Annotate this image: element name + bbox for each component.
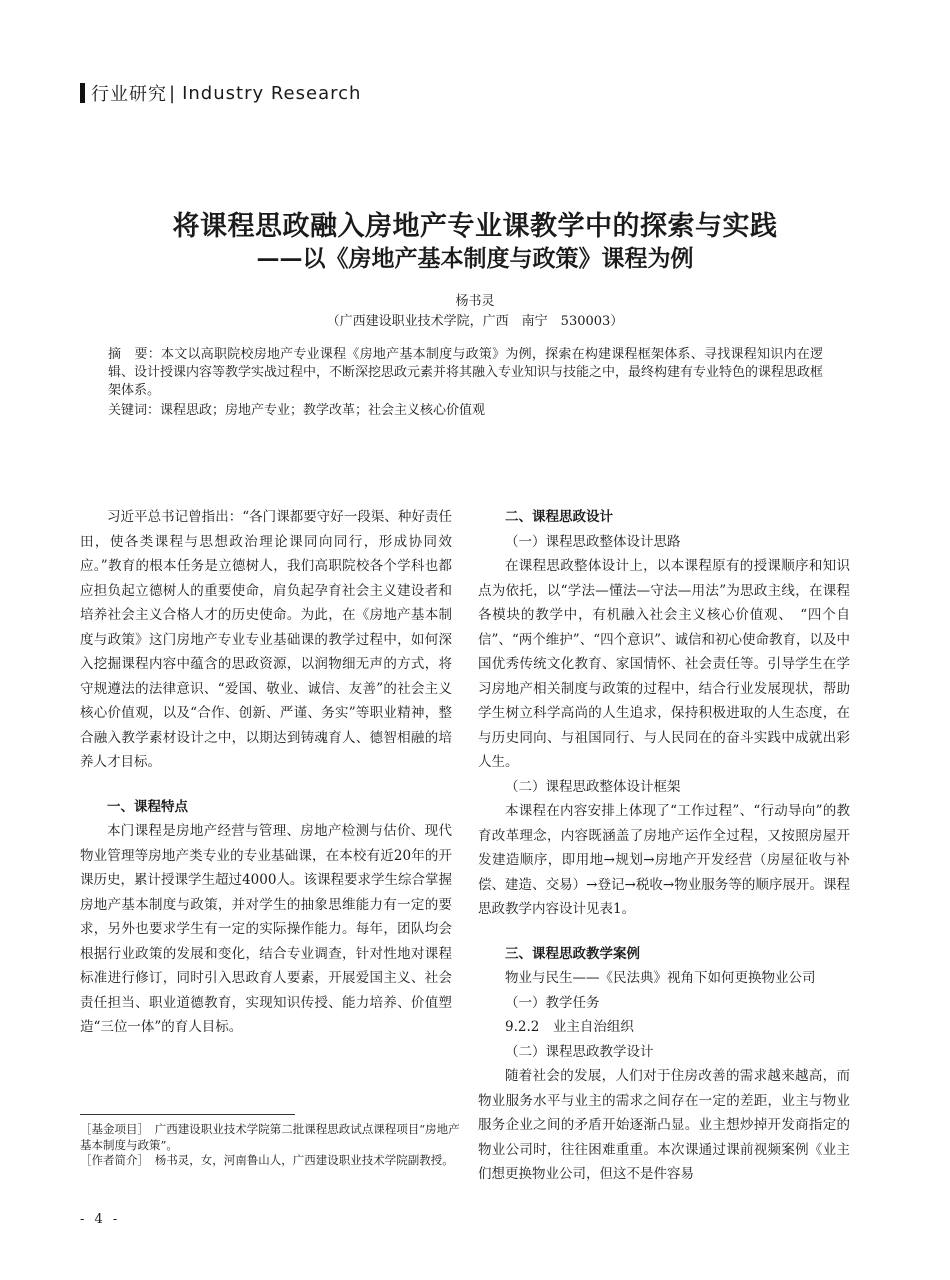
footnote-bio: ［作者简介］ 杨书灵，女，河南鲁山人，广西建设职业技术学院副教授。	[80, 1153, 454, 1167]
subheading-teaching-task: （一）教学任务	[505, 994, 600, 1011]
keywords-label: 关键词：	[108, 403, 161, 418]
heading-teaching-case: 三、课程思政教学案例	[505, 945, 640, 962]
paper-title: 将课程思政融入房地产专业课教学中的探索与实践	[172, 211, 778, 242]
page-number: - 4 -	[80, 1212, 121, 1227]
subheading-teaching-design: （二）课程思政教学设计	[505, 1043, 654, 1060]
footnote-rule	[80, 1114, 295, 1115]
section-name-en: Industry Research	[182, 82, 362, 104]
intro-paragraph: 习近平总书记曾指出：“各门课都要守好一段渠、种好责任田，使各类课程与思想政治理论课同向同行，形成协同效应。”教育的根本任务是立德树人，我们高职院校各个学科也都应担负起立德树人的重要使命，肩负起孕育社会主义建设者和培养社会主义合格人才的历史使命。为此，在《房地产基本制度与政策》这门房地产专业专业基础课的教学过程中，如何深入挖掘课程内容中蕴含的思政资源，以润物细无声的方式，将守规遵法的法律意识、“爱国、敬业、诚信、友善”的社会主义核心价值观，以及“合作、创新、严谨、务实”等职业精神，整合融入教学素材设计之中，以期达到铸魂育人、德智相融的培养人才目标。	[80, 509, 452, 770]
paper-subtitle: ——以《房地产基本制度与政策》课程为例	[256, 245, 694, 272]
heading-course-design: 二、课程思政设计	[505, 509, 613, 525]
heading-course-features: 一、课程特点	[107, 798, 188, 815]
subheading-design-framework: （二）课程思政整体设计框架	[505, 778, 681, 795]
header-separator: |	[169, 82, 177, 104]
left-column	[80, 505, 452, 1040]
keywords	[108, 402, 823, 420]
section-header	[80, 80, 361, 106]
keywords-text: 课程思政；房地产专业；教学改革；社会主义核心价值观	[160, 403, 486, 418]
abstract-text: 本文以高职院校房地产专业课程《房地产基本制度与政策》为例，探索在构建课程框架体系、寻找课程知识内在逻辑、设计授课内容等教学实战过程中，不断深挖思政元素并将其融入专业知识与技能之中，最终构建有专业特色的课程思政框架体系。	[108, 347, 824, 398]
subheading-design-idea: （一）课程思政整体设计思路	[505, 533, 681, 550]
section-name-cn: 行业研究	[91, 84, 167, 105]
case-title: 物业与民生——《民法典》视角下如何更换物业公司	[505, 970, 816, 986]
course-features-paragraph: 本门课程是房地产经营与管理、房地产检测与估价、现代物业管理等房地产类专业的专业基础课，在本校有近20年的开课历史，累计授课学生超过4000人。该课程要求学生综合掌握房地产基本制度与政策，并对学生的抽象思维能力有一定的要求，另外也要求学生有一定的实际操作能力。每年，团队均会根据行业政策的发展和变化，结合专业调查，针对性地对课程标准进行修订，同时引入思政育人要素，开展爱国主义、社会责任担当、职业道德教育，实现知识传授、能力培养、价值塑造“三位一体”的育人目标。	[80, 823, 452, 1035]
design-framework-paragraph: 本课程在内容安排上体现了“工作过程”、“行动导向”的教育改革理念，内容既涵盖了房地产运作全过程，又按照房屋开发建造顺序，即用地→规划→房地产开发经营（房屋征收与补偿、建造、交易）→登记→税收→物业服务等的顺序展开。课程思政教学内容设计见表1。	[478, 803, 850, 917]
header-bar	[80, 83, 85, 103]
abstract-label: 摘 要：	[108, 347, 161, 362]
teaching-task-item: 9.2.2 业主自治组织	[505, 1019, 634, 1035]
author-affiliation: （广西建设职业技术学院，广西 南宁 530003）	[326, 314, 624, 329]
teaching-design-paragraph: 随着社会的发展，人们对于住房改善的需求越来越高，而物业服务水平与业主的需求之间存在一定的差距，业主与物业服务企业之间的矛盾开始逐渐凸显。业主想炒掉开发商指定的物业公司时，往往困难重重。本次课通过课前视频案例《业主们想更换物业公司，但这不是件容易	[478, 1068, 850, 1182]
footnote-fund: ［基金项目］ 广西建设职业技术学院第二批课程思政试点课程项目“房地产基本制度与政策”。	[80, 1122, 460, 1152]
abstract	[108, 346, 823, 400]
author-name: 杨书灵	[455, 294, 495, 309]
footnotes	[80, 1122, 460, 1169]
design-idea-paragraph: 在课程思政整体设计上，以本课程原有的授课顺序和知识点为依托，以“学法—懂法—守法—用法”为思政主线，在课程各模块的教学中，有机融入社会主义核心价值观、 “四个自信”、“两个维护”、“四个意识”、诚信和初心使命教育，以及中国优秀传统文化教育、家国情怀、社会责任等。引导学生在学习房地产相关制度与政策的过程中，结合行业发展现状，帮助学生树立科学高尚的人生追求，保持积极进取的人生态度，在与历史同向、与祖国同行、与人民同在的奋斗实践中成就出彩人生。	[478, 558, 851, 770]
right-column	[478, 505, 850, 1187]
